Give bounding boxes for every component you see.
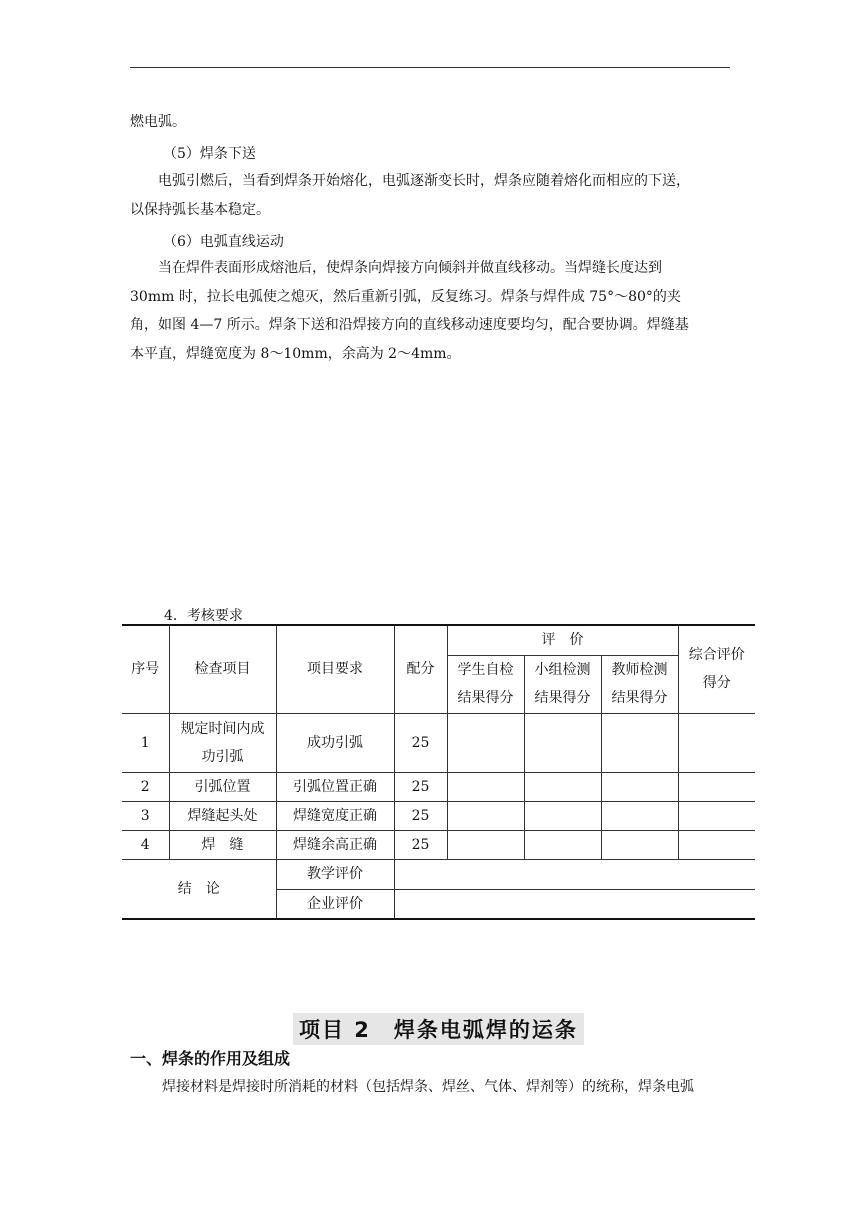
header-score: 配分 [394,625,447,713]
cell-score: 25 [394,801,447,830]
cell-group[interactable] [524,772,601,801]
cell-self[interactable] [447,801,524,830]
table-header-row [122,625,755,655]
paragraph-electrode-feed [130,167,730,224]
cell-overall[interactable] [678,713,755,772]
assessment-label: 4．考核要求 [164,608,243,624]
header-self-l2: 结果得分 [457,690,514,706]
header-group-check [524,655,601,713]
header-teacher-l1: 教师检测 [611,662,668,678]
cell-teacher[interactable] [601,801,678,830]
para-line: 本平直，焊缝宽度为 8～10mm，余高为 2～4mm。 [130,345,461,362]
cell-group[interactable] [524,801,601,830]
cell-item-l1: 规定时间内成 [180,720,265,737]
project-title: 项目 2 焊条电弧焊的运条 [293,1013,584,1045]
header-group-l1: 小组检测 [534,662,591,678]
cell-self[interactable] [447,713,524,772]
conclusion-row [122,859,755,889]
enterprise-eval-value[interactable] [394,889,755,919]
para-line: 电弧引燃后，当看到焊条开始熔化，电弧逐渐变长时，焊条应随着熔化而相应的下送， [158,173,690,189]
cell-item: 焊缝起头处 [169,801,276,830]
cell-teacher[interactable] [601,772,678,801]
cell-teacher[interactable] [601,713,678,772]
cell-score: 25 [394,830,447,859]
teaching-eval-value[interactable] [394,859,755,889]
enterprise-eval-label: 企业评价 [276,889,394,919]
cell-requirement: 焊缝宽度正确 [276,801,394,830]
cell-score: 25 [394,772,447,801]
cell-requirement: 焊缝余高正确 [276,830,394,859]
cell-overall[interactable] [678,830,755,859]
header-self-l1: 学生自检 [457,662,514,678]
table-row [122,801,755,830]
cell-item-l2: 功引弧 [201,748,244,765]
cell-seq: 2 [122,772,169,801]
cell-teacher[interactable] [601,830,678,859]
assessment-table [122,624,755,920]
header-requirement: 项目要求 [276,625,394,713]
para-line: 角，如图 4—7 所示。焊条下送和沿焊接方向的直线移动速度要均匀，配合要协调。焊缝基 [130,317,689,333]
header-seq: 序号 [122,625,169,713]
cell-group[interactable] [524,713,601,772]
cell-requirement: 引弧位置正确 [276,772,394,801]
header-teacher-check [601,655,678,713]
cell-item [169,713,276,772]
table-row [122,713,755,772]
cell-item: 焊 缝 [169,830,276,859]
para-line: 当在焊件表面形成熔池后，使焊条向焊接方向倾斜并做直线移动。当焊缝长度达到 [158,260,662,276]
paragraph-linear-motion [130,254,730,368]
conclusion-label: 结 论 [122,859,276,919]
cell-seq: 3 [122,801,169,830]
section-heading: 一、焊条的作用及组成 [130,1049,291,1068]
cell-overall[interactable] [678,801,755,830]
header-self-check [447,655,524,713]
cell-group[interactable] [524,830,601,859]
cell-self[interactable] [447,830,524,859]
para-line: 30mm 时，拉长电弧使之熄灭，然后重新引弧，反复练习。焊条与焊件成 75°～80°的夹 [130,288,681,305]
subheading-linear-motion: （6）电弧直线运动 [163,234,284,250]
table-row [122,772,755,801]
cell-item: 引弧位置 [169,772,276,801]
header-group-l2: 结果得分 [534,690,591,706]
cell-seq: 4 [122,830,169,859]
paragraph-tail: 燃电弧。 [130,114,186,130]
teaching-eval-label: 教学评价 [276,859,394,889]
cell-overall[interactable] [678,772,755,801]
cell-seq: 1 [122,713,169,772]
para-line: 以保持弧长基本稳定。 [130,201,270,218]
cell-score: 25 [394,713,447,772]
header-overall-l2: 得分 [702,675,731,692]
cell-requirement: 成功引弧 [276,713,394,772]
header-evaluation: 评 价 [447,625,678,655]
header-rule [130,67,730,68]
header-item: 检查项目 [169,625,276,713]
subheading-electrode-feed: （5）焊条下送 [163,146,256,162]
table-row [122,830,755,859]
cell-self[interactable] [447,772,524,801]
header-teacher-l2: 结果得分 [611,690,668,706]
paragraph-welding-materials: 焊接材料是焊接时所消耗的材料（包括焊条、焊丝、气体、焊剂等）的统称，焊条电弧 [162,1079,694,1095]
header-overall [678,625,755,713]
header-overall-l1: 综合评价 [688,647,745,664]
